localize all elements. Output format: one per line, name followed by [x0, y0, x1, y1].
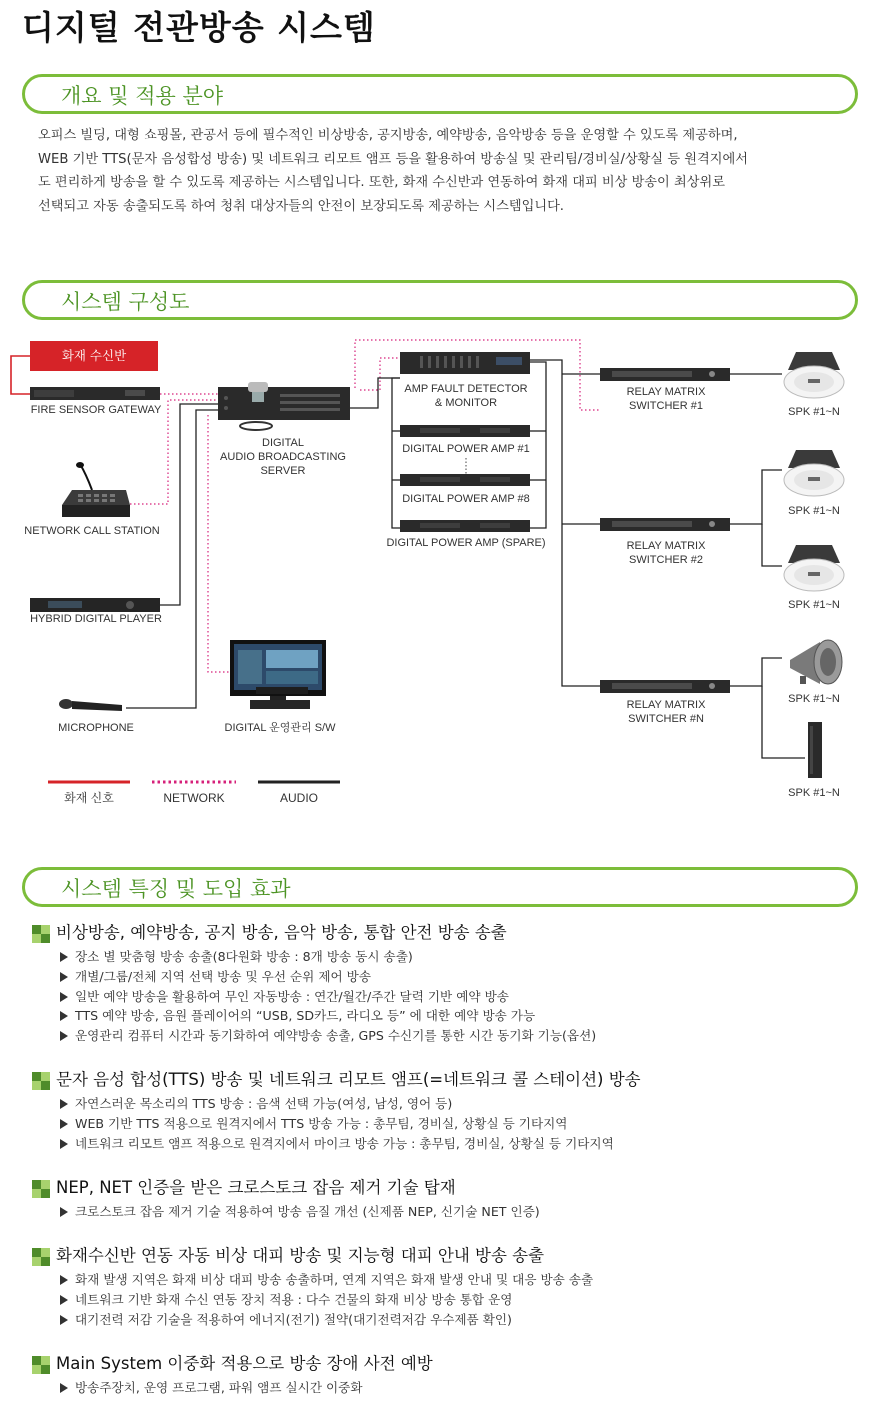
ceiling-speaker-3: [784, 545, 844, 591]
ceiling-speaker-2: [784, 450, 844, 496]
label-spk: SPK #1~N: [788, 505, 840, 517]
feature-block: [32, 1069, 872, 1153]
overview-line: 도 편리하게 방송을 할 수 있도록 제공하는 시스템입니다. 또한, 화재 수신반과 연동하여 화재 대피 비상 방송이 최상위로: [38, 175, 725, 190]
feature-block: [32, 1245, 872, 1329]
page-title: 디지털 전관방송 시스템: [22, 8, 376, 47]
feature-item: TTS 예약 방송, 음원 플레이어의 “USB, SD카드, 라디오 등” 에 대한 예약 방송 가능: [75, 1008, 536, 1024]
section-header-diagram: [22, 280, 858, 320]
label-spk: SPK #1~N: [788, 787, 840, 799]
triangle-bullet-icon: [60, 1119, 68, 1129]
feature-heading: NEP, NET 인증을 받은 크로스토크 잡음 제거 기술 탑재: [56, 1178, 456, 1197]
power-amp-spare: [400, 520, 530, 532]
section-title: 개요 및 적용 분야: [61, 84, 224, 108]
audio-broadcasting-server: [218, 382, 350, 430]
feature-item: 방송주장치, 운영 프로그램, 파워 앰프 실시간 이중화: [75, 1380, 363, 1395]
label-amp-fault-line1: AMP FAULT DETECTOR: [404, 383, 528, 395]
amp-fault-detector: [400, 352, 530, 374]
label-hybrid-digital-player: HYBRID DIGITAL PLAYER: [30, 613, 162, 625]
triangle-bullet-icon: [60, 1383, 68, 1393]
feature-item: 자연스러운 목소리의 TTS 방송 : 음색 선택 가능(여성, 남성, 영어 등): [75, 1096, 453, 1111]
label-server-line3: SERVER: [260, 465, 306, 477]
label-server-line2: AUDIO BROADCASTING: [220, 451, 346, 463]
feature-square-icon: [32, 1072, 50, 1090]
power-amp-1: [400, 425, 530, 437]
feature-heading: 화재수신반 연동 자동 비상 대피 방송 및 지능형 대피 안내 방송 송출: [56, 1246, 545, 1265]
microphone: [59, 699, 122, 711]
label-power-amp-1: DIGITAL POWER AMP #1: [402, 443, 530, 455]
feature-heading: 비상방송, 예약방송, 공지 방송, 음악 방송, 통합 안전 방송 송출: [56, 923, 507, 942]
fire-sensor-gateway: [30, 387, 160, 400]
label-power-amp-8: DIGITAL POWER AMP #8: [402, 493, 530, 505]
triangle-bullet-icon: [60, 1011, 68, 1021]
ceiling-speaker-1: [784, 352, 844, 398]
feature-item: 화재 발생 지역은 화재 비상 대피 방송 송출하며, 연계 지역은 화재 발생 안내 및 대응 방송 송출: [75, 1272, 594, 1287]
label-spk: SPK #1~N: [788, 599, 840, 611]
section-title: 시스템 구성도: [61, 290, 190, 314]
relay-matrix-n: [600, 680, 730, 693]
label-fire-sensor-gateway: FIRE SENSOR GATEWAY: [30, 404, 162, 416]
system-diagram: [0, 330, 881, 820]
feature-square-icon: [32, 925, 50, 943]
legend-fire-label: 화재 신호: [64, 791, 114, 805]
feature-item: 장소 별 맞춤형 방송 송출(8다원화 방송 : 8개 방송 동시 송출): [75, 949, 413, 964]
label-software: DIGITAL 운영관리 S/W: [224, 722, 336, 734]
relay-matrix-1: [600, 368, 730, 381]
feature-heading: Main System 이중화 적용으로 방송 장애 사전 예방: [56, 1354, 433, 1373]
label-spk: SPK #1~N: [788, 406, 840, 418]
fire-panel-box: 화재 수신반: [30, 341, 158, 371]
label-relayn-line1: RELAY MATRIX: [626, 699, 706, 711]
triangle-bullet-icon: [60, 1139, 68, 1149]
overview-text: [38, 124, 864, 218]
feature-heading: 문자 음성 합성(TTS) 방송 및 네트워크 리모트 앰프(=네트워크 콜 스테이션) 방송: [56, 1070, 641, 1089]
horn-speaker: [790, 640, 842, 684]
feature-square-icon: [32, 1248, 50, 1266]
overview-line: 선택되고 자동 송출되도록 하여 청취 대상자들의 안전이 보장되도록 제공하는 시스템입니다.: [38, 198, 565, 214]
fire-signal-lines: [11, 356, 30, 394]
feature-item: 개별/그룹/전체 지역 선택 방송 및 우선 순위 제어 방송: [75, 968, 371, 984]
label-relay2-line2: SWITCHER #2: [629, 554, 703, 566]
feature-item: WEB 기반 TTS 적용으로 원격지에서 TTS 방송 가능 : 총무팀, 경비실, 상황실 등 기타지역: [75, 1115, 568, 1131]
feature-item: 네트워크 리모트 앰프 적용으로 원격지에서 마이크 방송 가능 : 총무팀, 경비실, 상황실 등 기타지역: [75, 1135, 614, 1151]
section-title: 시스템 특징 및 도입 효과: [61, 877, 291, 901]
label-server-line1: DIGITAL: [262, 437, 304, 449]
power-amp-8: [400, 474, 530, 486]
section-header-features: [22, 867, 858, 907]
label-amp-fault-line2: & MONITOR: [434, 397, 498, 409]
management-pc: [230, 640, 326, 709]
feature-square-icon: [32, 1356, 50, 1374]
legend: [48, 782, 340, 805]
feature-block: [32, 1353, 872, 1398]
feature-item: 크로스토크 잡음 제거 기술 적용하여 방송 음질 개선 (신제품 NEP, 신기술 NET 인증): [75, 1204, 540, 1219]
label-microphone: MICROPHONE: [58, 722, 134, 734]
feature-square-icon: [32, 1180, 50, 1198]
label-network-call-station: NETWORK CALL STATION: [24, 525, 160, 537]
overview-line: 오피스 빌딩, 대형 쇼핑몰, 관공서 등에 필수적인 비상방송, 공지방송, 예약방송, 음악방송 등을 운영할 수 있도록 제공하며,: [38, 128, 738, 143]
feature-block: [32, 922, 872, 1046]
label-relay1-line2: SWITCHER #1: [629, 400, 703, 412]
feature-item: 네트워크 기반 화재 수신 연동 장치 적용 : 다수 건물의 화재 비상 방송 통합 운영: [75, 1291, 513, 1307]
triangle-bullet-icon: [60, 1099, 68, 1109]
label-relayn-line2: SWITCHER #N: [628, 713, 704, 725]
triangle-bullet-icon: [60, 952, 68, 962]
overview-line: WEB 기반 TTS(문자 음성합성 방송) 및 네트워크 리모트 앰프 등을 활용하여 방송실 및 관리팀/경비실/상황실 등 원격지에서: [38, 151, 748, 167]
network-call-station: [62, 462, 130, 517]
triangle-bullet-icon: [60, 1275, 68, 1285]
hybrid-digital-player: [30, 598, 160, 612]
label-relay2-line1: RELAY MATRIX: [626, 540, 706, 552]
column-speaker: [808, 722, 822, 778]
label-spk: SPK #1~N: [788, 693, 840, 705]
feature-item: 대기전력 저감 기술을 적용하여 에너지(전기) 절약(대기전력저감 우수제품 확인): [75, 1311, 512, 1327]
triangle-bullet-icon: [60, 972, 68, 982]
feature-block: [32, 1177, 872, 1222]
triangle-bullet-icon: [60, 1207, 68, 1217]
relay-matrix-2: [600, 518, 730, 531]
legend-network-label: NETWORK: [163, 791, 225, 805]
network-lines: [130, 340, 600, 672]
triangle-bullet-icon: [60, 1031, 68, 1041]
label-power-amp-spare: DIGITAL POWER AMP (SPARE): [386, 537, 546, 549]
legend-audio-label: AUDIO: [279, 791, 319, 805]
triangle-bullet-icon: [60, 1315, 68, 1325]
section-header-overview: [22, 74, 858, 114]
label-relay1-line1: RELAY MATRIX: [626, 386, 706, 398]
feature-item: 운영관리 컴퓨터 시간과 동기화하여 예약방송 송출, GPS 수신기를 통한 시간 동기화 기능(옵션): [75, 1028, 597, 1044]
feature-item: 일반 예약 방송을 활용하여 무인 자동방송 : 연간/월간/주간 달력 기반 예약 방송: [75, 988, 509, 1004]
triangle-bullet-icon: [60, 992, 68, 1002]
triangle-bullet-icon: [60, 1295, 68, 1305]
